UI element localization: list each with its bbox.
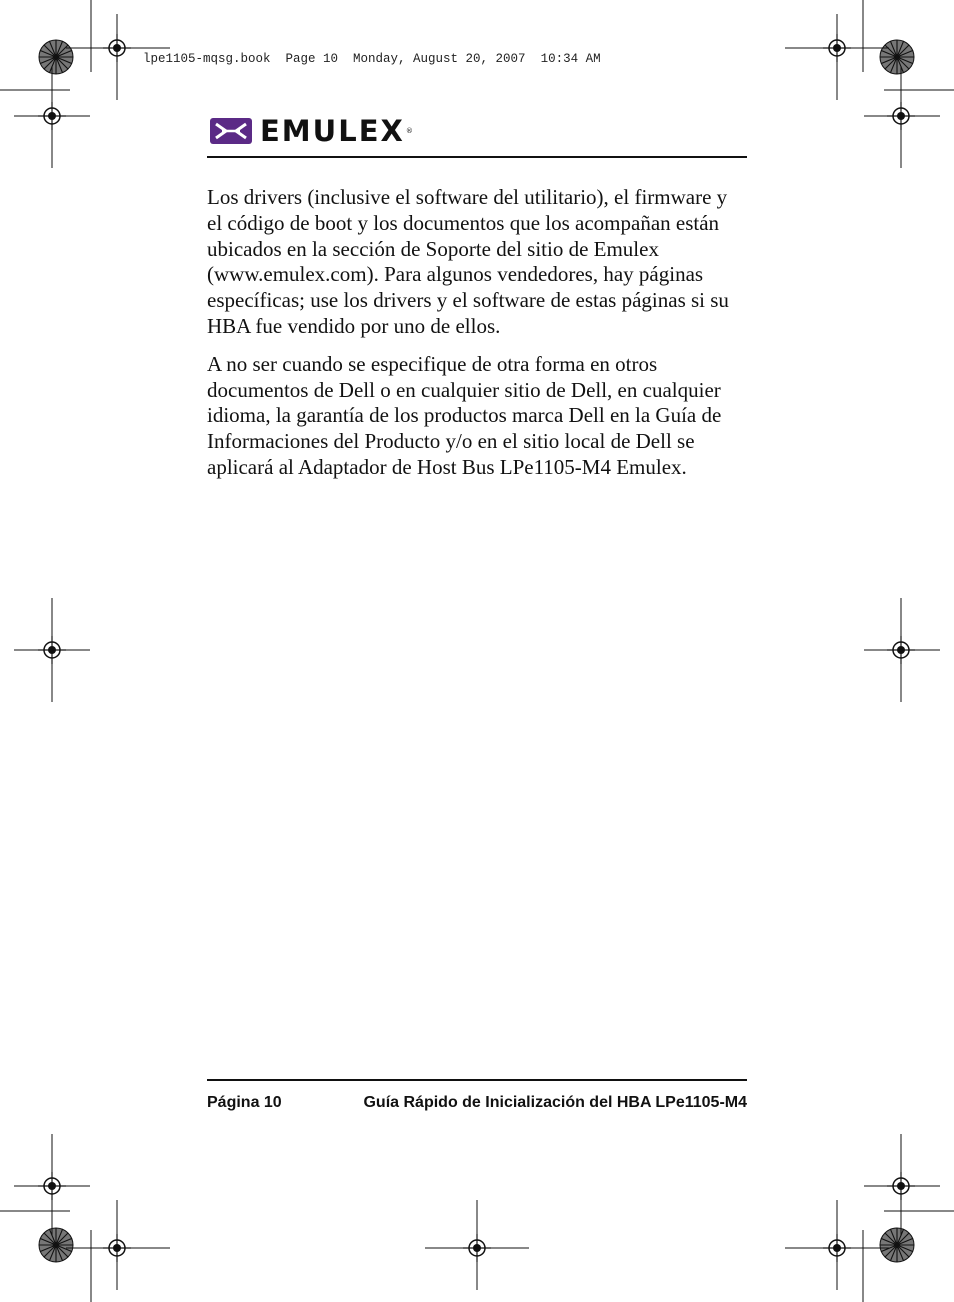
emulex-logo-mark-icon [210,116,252,146]
print-slug-line: lpe1105-mqsg.book Page 10 Monday, August 20, 2007 10:34 AM [143,52,601,66]
logo-registered-mark: ® [405,127,413,135]
body-text [207,185,747,493]
emulex-logo [210,113,413,148]
footer-rule [207,1079,747,1081]
page-number: Página 10 [207,1094,282,1111]
paragraph: A no ser cuando se especifique de otra forma en otros documentos de Dell o en cualquier sitio de Dell, en cualquier idioma, la garantía de los productos marca Dell en la Guía de Informaciones del Producto y/o en el sitio local de Dell se aplicará al Adaptador de Host Bus LPe1105-M4 Emulex. [207,351,722,479]
paragraph: Los drivers (inclusive el software del utilitario), el firmware y el código de boot y los documentos que los acompañan están ubicados en la sección de Soporte del sitio de Emulex (www.emulex.com). Para algunos vendedores, hay páginas específicas; use los drivers y el software de estas páginas si su HBA fue vendido por uno de ellos. [207,185,729,338]
document-title: Guía Rápido de Inicialización del HBA LPe1105-M4 [363,1094,747,1111]
page-footer [207,1094,747,1112]
logo-wordmark: EMULEX [260,113,405,148]
header-rule [207,156,747,158]
